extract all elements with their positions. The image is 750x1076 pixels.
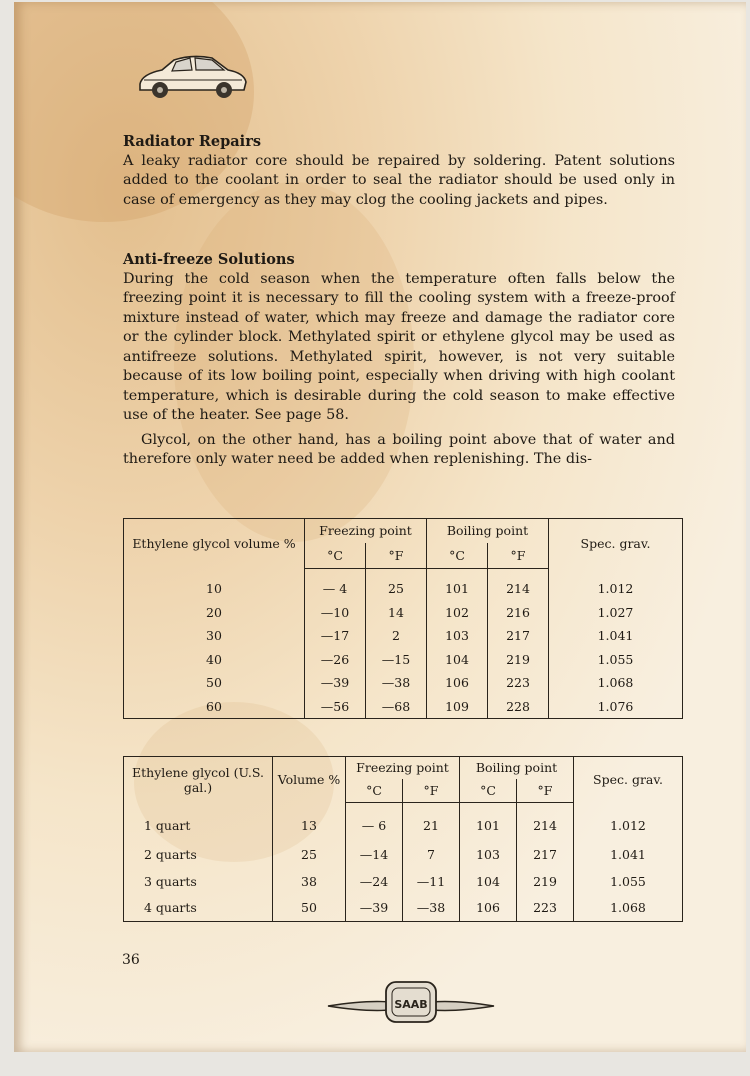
table-cell: 1.012 xyxy=(549,569,683,601)
table-cell: 1.012 xyxy=(574,803,683,841)
th-unit-c: °C xyxy=(346,779,403,803)
table-row xyxy=(124,868,683,895)
table-row xyxy=(124,895,683,922)
table-cell: —10 xyxy=(305,601,366,625)
table-cell: — 4 xyxy=(305,569,366,601)
table-cell: —68 xyxy=(366,695,427,719)
table-row xyxy=(124,648,683,672)
table-cell: —38 xyxy=(403,895,460,922)
th-unit-c: °C xyxy=(305,543,366,569)
table-cell: 2 xyxy=(366,624,427,648)
page-number: 36 xyxy=(122,952,140,968)
table-cell: —26 xyxy=(305,648,366,672)
table-cell: 104 xyxy=(460,868,517,895)
table-cell: 3 quarts xyxy=(124,868,273,895)
table-cell: 223 xyxy=(517,895,574,922)
section-radiator-repairs xyxy=(123,132,675,210)
table-cell: 40 xyxy=(124,648,305,672)
table-cell: 103 xyxy=(427,624,488,648)
table-cell: 223 xyxy=(488,671,549,695)
table-cell: —56 xyxy=(305,695,366,719)
glycol-gallons-table xyxy=(123,756,683,922)
th-volume: Volume % xyxy=(273,757,346,803)
th-freezing-point: Freezing point xyxy=(346,757,460,779)
radiator-repairs-text: A leaky radiator core should be repaired by soldering. Patent solutions added to the coolant in order to seal the radiator should be used only in case of emergency as they may clog the cooling jackets and pipes. xyxy=(123,152,675,208)
th-unit-f: °F xyxy=(403,779,460,803)
table-cell: 1.068 xyxy=(574,895,683,922)
heading-radiator-repairs: Radiator Repairs xyxy=(123,133,261,150)
table-cell: 216 xyxy=(488,601,549,625)
table-cell: 30 xyxy=(124,624,305,648)
table-cell: 38 xyxy=(273,868,346,895)
table-cell: —24 xyxy=(346,868,403,895)
table-cell: 7 xyxy=(403,841,460,868)
th-glycol-gallons: Ethylene glycol (U.S. gal.) xyxy=(124,757,273,803)
table-cell: —14 xyxy=(346,841,403,868)
th-unit-f: °F xyxy=(517,779,574,803)
table-row xyxy=(124,624,683,648)
th-spec-grav: Spec. grav. xyxy=(574,757,683,803)
th-unit-f: °F xyxy=(366,543,427,569)
table-cell: —39 xyxy=(305,671,366,695)
table-cell: 1.055 xyxy=(574,868,683,895)
table-cell: 101 xyxy=(427,569,488,601)
saab-logo-icon xyxy=(326,976,496,1028)
heading-anti-freeze: Anti-freeze Solutions xyxy=(123,251,295,268)
table-cell: 60 xyxy=(124,695,305,719)
table-cell: —11 xyxy=(403,868,460,895)
th-spec-grav: Spec. grav. xyxy=(549,519,683,569)
glycol-volume-table xyxy=(123,518,683,719)
table-cell: —17 xyxy=(305,624,366,648)
car-illustration-icon xyxy=(132,46,252,106)
table-cell: 50 xyxy=(124,671,305,695)
table-cell: 50 xyxy=(273,895,346,922)
table-cell: 102 xyxy=(427,601,488,625)
anti-freeze-text-1: During the cold season when the temperature often falls below the freezing point it is necessary to fill the cooling system with a freeze-proof mixture instead of water, which may freeze and damage the radiator core or the cylinder block. Methylated spirit or ethylene glycol may be used as antifreeze solutions. Methylated spirit, however, is not very suitable because of its low boiling point, especially when driving with high coolant temperature, which is desirable during the cold season to make effective use of the heater. See page 58. xyxy=(123,270,675,423)
table-cell: 10 xyxy=(124,569,305,601)
table-cell: 1 quart xyxy=(124,803,273,841)
table-cell: 2 quarts xyxy=(124,841,273,868)
table-row xyxy=(124,671,683,695)
table-cell: 228 xyxy=(488,695,549,719)
table-cell: 219 xyxy=(488,648,549,672)
table-cell: 106 xyxy=(427,671,488,695)
th-unit-f: °F xyxy=(488,543,549,569)
table-cell: 4 quarts xyxy=(124,895,273,922)
table-cell: — 6 xyxy=(346,803,403,841)
table-cell: 217 xyxy=(488,624,549,648)
table-cell: 1.041 xyxy=(574,841,683,868)
table-cell: 101 xyxy=(460,803,517,841)
table-cell: 214 xyxy=(517,803,574,841)
table-cell: —15 xyxy=(366,648,427,672)
th-glycol-volume: Ethylene glycol volume % xyxy=(124,519,305,569)
table-cell: 1.068 xyxy=(549,671,683,695)
table-cell: 25 xyxy=(273,841,346,868)
manual-page xyxy=(14,2,746,1052)
table-cell: 13 xyxy=(273,803,346,841)
anti-freeze-text-2: Glycol, on the other hand, has a boiling point above that of water and therefore only water need be added when replenishing. The dis- xyxy=(123,431,675,467)
table-cell: 106 xyxy=(460,895,517,922)
table-row xyxy=(124,569,683,601)
table-row xyxy=(124,841,683,868)
th-boiling-point: Boiling point xyxy=(427,519,549,543)
table-cell: 217 xyxy=(517,841,574,868)
table-row xyxy=(124,601,683,625)
th-unit-c: °C xyxy=(460,779,517,803)
table-cell: 219 xyxy=(517,868,574,895)
table-cell: 1.027 xyxy=(549,601,683,625)
table-cell: 1.055 xyxy=(549,648,683,672)
th-freezing-point: Freezing point xyxy=(305,519,427,543)
table-cell: 21 xyxy=(403,803,460,841)
table-cell: —38 xyxy=(366,671,427,695)
table-row xyxy=(124,803,683,841)
table-cell: 1.041 xyxy=(549,624,683,648)
table-cell: 104 xyxy=(427,648,488,672)
table-cell: 214 xyxy=(488,569,549,601)
table-cell: 25 xyxy=(366,569,427,601)
th-boiling-point: Boiling point xyxy=(460,757,574,779)
table-cell: 14 xyxy=(366,601,427,625)
table-cell: 1.076 xyxy=(549,695,683,719)
section-anti-freeze xyxy=(123,250,675,470)
table-cell: 109 xyxy=(427,695,488,719)
table-cell: 103 xyxy=(460,841,517,868)
table-cell: —39 xyxy=(346,895,403,922)
table-cell: 20 xyxy=(124,601,305,625)
th-unit-c: °C xyxy=(427,543,488,569)
svg-text:SAAB: SAAB xyxy=(394,998,428,1011)
table-row xyxy=(124,695,683,719)
